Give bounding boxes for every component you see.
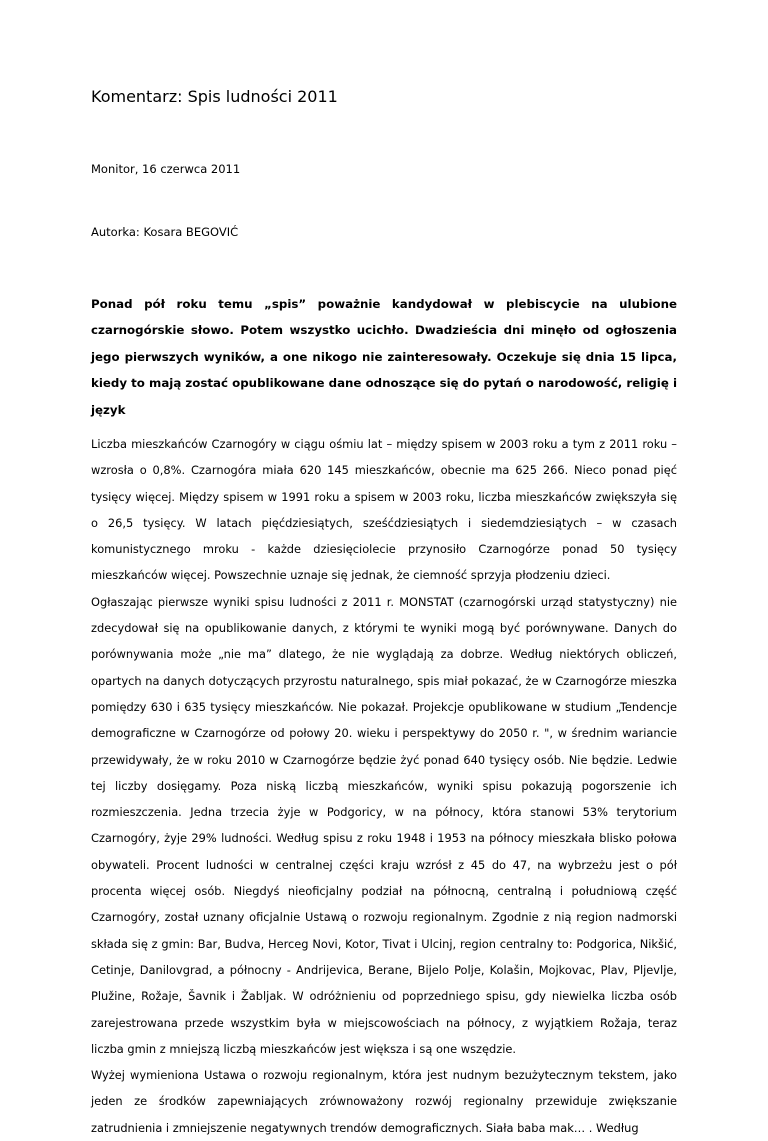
article-title: Komentarz: Spis ludności 2011: [91, 87, 338, 106]
body-paragraph: Ogłaszając pierwsze wyniki spisu ludności z 2011 r. MONSTAT (czarnogórski urząd statystyczny) nie zdecydował się na opublikowanie danych, z którymi te wyniki mogą być porównywane. Danych do porównywania może „nie ma” dlatego, że nie wyglądają za dobrze. Według niektórych obliczeń, opartych na danych dotyczących przyrostu naturalnego, spis miał pokazać, że w Czarnogórze mieszka pomiędzy 630 i 635 tysięcy mieszkańców. Nie pokazał. Projekcje opublikowane w studium „Tendencje demograficzne w Czarnogórze od połowy 20. wieku i perspektywy do 2050 r. ", w średnim wariancie przewidywały, że w roku 2010 w Czarnogórze będzie żyć ponad 640 tysięcy osób. Nie będzie. Ledwie tej liczby dosięgamy. Poza niską liczbą mieszkańców, wyniki spisu pokazują pogorszenie ich rozmieszczenia. Jedna trzecia żyje w Podgoricy, w na północy, która stanowi 53% terytorium Czarnogóry, żyje 29% ludności. Według spisu z roku 1948 i 1953 na północy mieszkała blisko połowa obywateli. Procent ludności w centralnej części kraju wzrósł z 45 do 47, na wybrzeżu jest o pół procenta więcej osób. Niegdyś nieoficjalny podział na północną, centralną i południową część Czarnogóry, został uznany oficjalnie Ustawą o rozwoju regionalnym. Zgodnie z nią region nadmorski składa się z gmin: Bar, Budva, Herceg Novi, Kotor, Tivat i Ulcinj, region centralny to: Podgorica, Nikšić, Cetinje, Danilovgrad, a północny - Andrijevica, Berane, Bijelo Polje, Kolašin, Mojkovac, Plav, Pljevlje, Plužine, Rožaje, Šavnik i Žabljak. W odróżnieniu od poprzedniego spisu, gdy niewielka liczba osób zarejestrowana przede wszystkim była w miejscowościach na północy, z wyjątkiem Rožaja, teraz liczba gmin z mniejszą liczbą mieszkańców jest większa i są one wszędzie.: [91, 594, 677, 1056]
publication-date: Monitor, 16 czerwca 2011: [91, 162, 241, 176]
author-line: Autorka: Kosara BEGOVIĆ: [91, 225, 239, 239]
lead-paragraph: Ponad pół roku temu „spis” poważnie kandydował w plebiscycie na ulubione czarnogórskie słowo. Potem wszystko ucichło. Dwadzieścia dni minęło od ogłoszenia jego pierwszych wyników, a one nikogo nie zainteresowały. Oczekuje się dnia 15 lipca, kiedy to mają zostać opublikowane dane odnoszące się do pytań o narodowość, religię i język: [91, 297, 677, 417]
body-paragraph: Liczba mieszkańców Czarnogóry w ciągu ośmiu lat – między spisem w 2003 roku a tym z 2011 roku – wzrosła o 0,8%. Czarnogóra miała 620 145 mieszkańców, obecnie ma 625 266. Nieco ponad pięć tysięcy więcej. Między spisem w 1991 roku a spisem w 2003 roku, liczba mieszkańców zwiększyła się o 26,5 tysięcy. W latach pięćdziesiątych, sześćdziesiątych i siedemdziesiątych – w czasach komunistycznego mroku - każde dziesięciolecie przynosiło Czarnogórze ponad 50 tysięcy mieszkańców więcej. Powszechnie uznaje się jednak, że ciemność sprzyja płodzeniu dzieci.: [91, 437, 677, 583]
article-body: [91, 431, 677, 1141]
body-paragraph: Wyżej wymieniona Ustawa o rozwoju regionalnym, która jest nudnym bezużytecznym tekstem, jako jeden ze środków zapewniających zrównoważony rozwój regionalny przewiduje zwiększanie zatrudnienia i zmniejszenie negatywnych trendów demograficznych. Siała baba mak… . Według: [91, 1068, 677, 1135]
